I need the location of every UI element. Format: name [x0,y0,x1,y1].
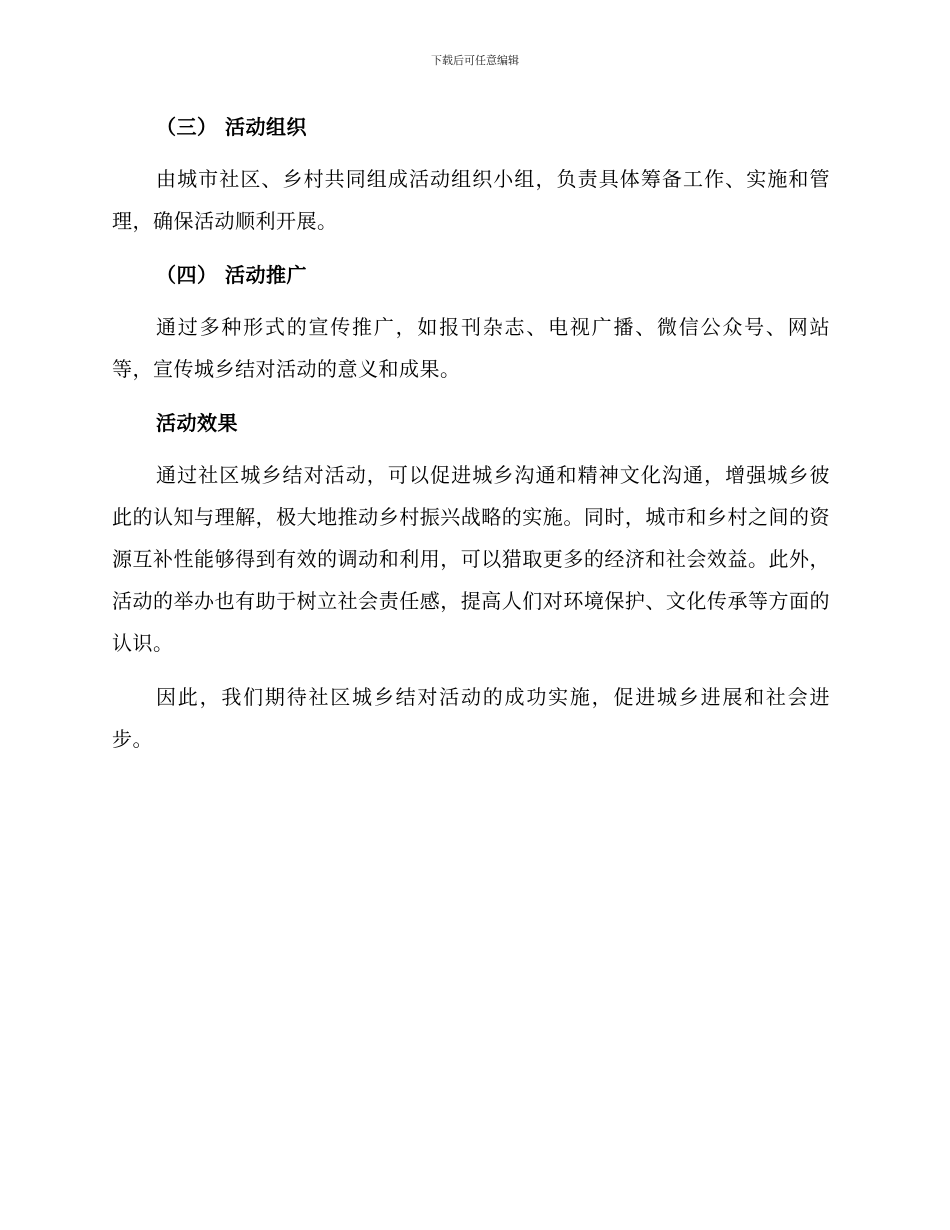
section-heading-effects: 活动效果 [156,411,238,435]
page-header: 下载后可任意编辑 [431,54,519,67]
section-paragraph-organization: 由城市社区、乡村共同组成活动组织小组，负责具体筹备工作、实施和管理，确保活动顺利开展。 [112,167,830,233]
section-heading-organization: （三） 活动组织 [156,115,307,139]
section-heading-promotion: （四） 活动推广 [156,263,307,287]
section-paragraph-effects: 通过社区城乡结对活动，可以促进城乡沟通和精神文化沟通，增强城乡彼此的认知与理解，极大地推动乡村振兴战略的实施。同时，城市和乡村之间的资源互补性能够得到有效的调动和利用，可以猎取更多的经济和社会效益。此外，活动的举办也有助于树立社会责任感，提高人们对环境保护、文化传承等方面的认识。 [112,463,830,655]
section-paragraph-promotion: 通过多种形式的宣传推广，如报刊杂志、电视广播、微信公众号、网站等，宣传城乡结对活动的意义和成果。 [112,315,830,381]
document-body [112,108,830,760]
conclusion-paragraph: 因此，我们期待社区城乡结对活动的成功实施，促进城乡进展和社会进步。 [112,685,830,751]
